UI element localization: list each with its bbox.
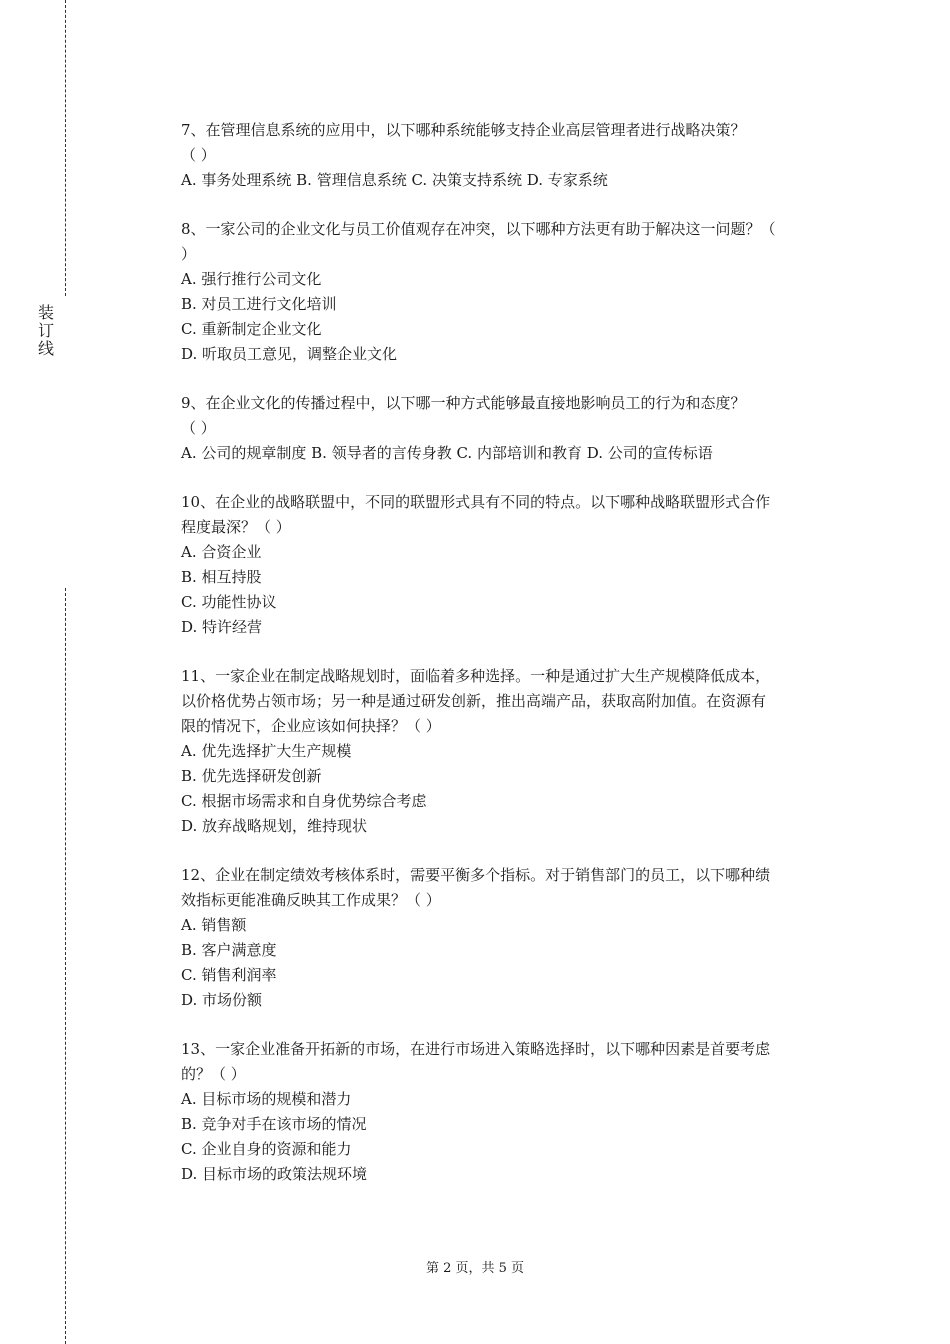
option-b: B. 竞争对手在该市场的情况 [181, 1115, 367, 1133]
question-stem-line: 9、在企业文化的传播过程中，以下哪一种方式能够最直接地影响员工的行为和态度？ [181, 394, 746, 412]
option-d: D. 听取员工意见，调整企业文化 [181, 345, 398, 363]
options-inline: A. 公司的规章制度 B. 领导者的言传身教 C. 内部培训和教育 D. 公司的宣传标语 [181, 444, 713, 462]
option-a: A. 销售额 [181, 916, 247, 934]
question-11 [181, 664, 837, 839]
question-stem-line: （ ） [181, 419, 216, 437]
question-list [181, 118, 837, 1211]
option-a: A. 强行推行公司文化 [181, 270, 322, 288]
question-stem-line: 限的情况下，企业应该如何抉择？（ ） [181, 717, 441, 735]
question-12 [181, 863, 837, 1013]
option-b: B. 客户满意度 [181, 941, 277, 959]
question-stem-line: 7、在管理信息系统的应用中，以下哪种系统能够支持企业高层管理者进行战略决策？ [181, 121, 746, 139]
option-a: A. 合资企业 [181, 543, 262, 561]
question-stem-line: （ ） [181, 146, 216, 164]
option-d: D. 特许经营 [181, 618, 263, 636]
option-a: A. 目标市场的规模和潜力 [181, 1090, 352, 1108]
binding-label-char: 线 [37, 339, 54, 358]
binding-label [37, 304, 55, 358]
option-d: D. 市场份额 [181, 991, 263, 1009]
option-a: A. 优先选择扩大生产规模 [181, 742, 352, 760]
question-8 [181, 217, 837, 367]
binding-label-char: 订 [37, 321, 54, 340]
question-stem-line: ） [181, 245, 197, 263]
option-b: B. 对员工进行文化培训 [181, 295, 337, 313]
option-c: C. 销售利润率 [181, 966, 277, 984]
question-stem-line: 程度最深？（ ） [181, 518, 291, 536]
option-d: D. 目标市场的政策法规环境 [181, 1165, 368, 1183]
option-c: C. 根据市场需求和自身优势综合考虑 [181, 792, 427, 810]
question-10 [181, 490, 837, 640]
question-stem-line: 10、在企业的战略联盟中，不同的联盟形式具有不同的特点。以下哪种战略联盟形式合作 [181, 493, 771, 511]
question-stem-line: 以价格优势占领市场；另一种是通过研发创新，推出高端产品，获取高附加值。在资源有 [181, 692, 767, 710]
options-inline: A. 事务处理系统 B. 管理信息系统 C. 决策支持系统 D. 专家系统 [181, 171, 608, 189]
page-number-footer: 第 2 页，共 5 页 [425, 1261, 525, 1276]
question-9 [181, 391, 837, 466]
option-b: B. 优先选择研发创新 [181, 767, 322, 785]
option-c: C. 重新制定企业文化 [181, 320, 322, 338]
option-c: C. 企业自身的资源和能力 [181, 1140, 352, 1158]
question-stem-line: 11、一家企业在制定战略规划时，面临着多种选择。一种是通过扩大生产规模降低成本， [181, 667, 771, 685]
option-d: D. 放弃战略规划，维持现状 [181, 817, 368, 835]
binding-line-bottom [65, 588, 66, 1344]
binding-label-char: 装 [37, 303, 54, 322]
option-b: B. 相互持股 [181, 568, 262, 586]
question-stem-line: 12、企业在制定绩效考核体系时，需要平衡多个指标。对于销售部门的员工，以下哪种绩 [181, 866, 771, 884]
binding-line-top [65, 0, 66, 296]
question-stem-line: 8、一家公司的企业文化与员工价值观存在冲突，以下哪种方法更有助于解决这一问题？（ [181, 220, 776, 238]
question-stem-line: 效指标更能准确反映其工作成果？（ ） [181, 891, 441, 909]
question-13 [181, 1037, 837, 1187]
question-stem-line: 13、一家企业准备开拓新的市场，在进行市场进入策略选择时，以下哪种因素是首要考虑 [181, 1040, 771, 1058]
question-stem-line: 的？（ ） [181, 1065, 246, 1083]
option-c: C. 功能性协议 [181, 593, 277, 611]
question-7 [181, 118, 837, 193]
